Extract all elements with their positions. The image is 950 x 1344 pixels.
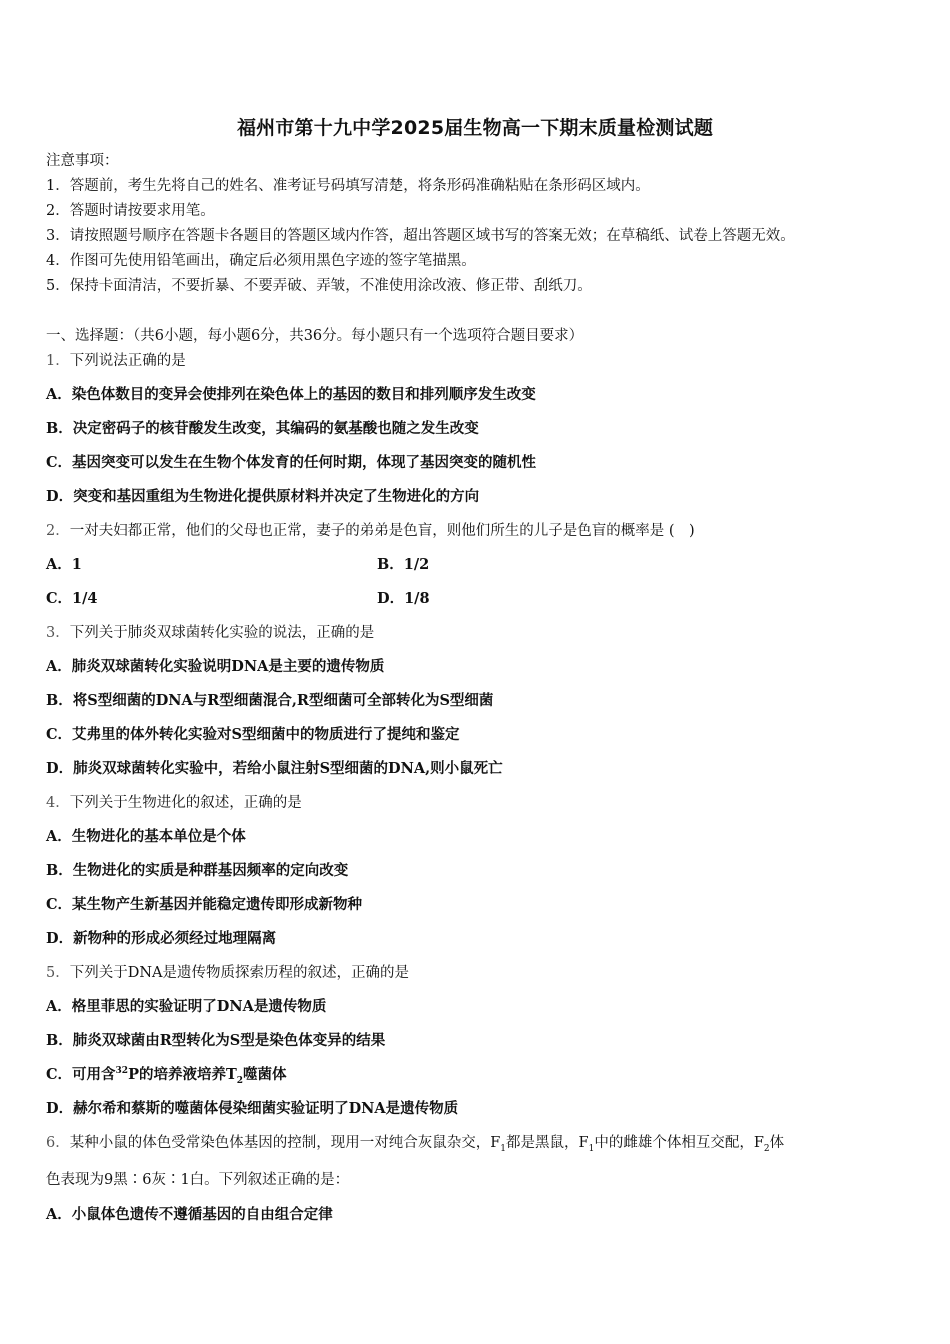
option-text: P的培养液培养T <box>128 1066 237 1083</box>
notice-item: 5．保持卡面清洁，不要折暴、不要弄破、弄皱，不准使用涂改液、修正带、刮纸刀。 <box>46 278 592 294</box>
option: A．生物进化的基本单位是个体 <box>46 828 246 845</box>
question-text: 下列关于DNA是遗传物质探索历程的叙述，正确的是 <box>69 965 410 981</box>
question-number: 6． <box>46 1135 70 1151</box>
option-text: C．可用含 <box>46 1066 116 1083</box>
option: A．格里菲思的实验证明了DNA是遗传物质 <box>46 998 327 1015</box>
subscript: 1 <box>500 1143 507 1154</box>
option: C．1/4 <box>46 590 98 607</box>
option: A．染色体数目的变异会使排列在染色体上的基因的数目和排列顺序发生改变 <box>46 386 536 403</box>
subscript: 2 <box>763 1143 770 1154</box>
option: B．将S型细菌的DNA与R型细菌混合,R型细菌可全部转化为S型细菌 <box>46 692 494 709</box>
question-text: 下列关于肺炎双球菌转化实验的说法，正确的是 <box>69 625 375 641</box>
option: D．新物种的形成必须经过地理隔离 <box>46 930 277 947</box>
question-stem <box>46 521 695 541</box>
question-text: 中的雌雄个体相互交配，F <box>594 1135 764 1151</box>
question-text: 下列说法正确的是 <box>69 353 186 369</box>
question-text: 某种小鼠的体色受常染色体基因的控制，现用一对纯合灰鼠杂交，F <box>69 1135 501 1151</box>
option: C．某生物产生新基因并能稳定遗传即形成新物种 <box>46 896 363 913</box>
option: D．赫尔希和蔡斯的噬菌体侵染细菌实验证明了DNA是遗传物质 <box>46 1100 459 1117</box>
question-number: 1． <box>46 353 70 369</box>
question-text: 一对夫妇都正常，他们的父母也正常，妻子的弟弟是色盲，则他们所生的儿子是色盲的概率是 ( ) <box>69 523 695 539</box>
notice-item: 4．作图可先使用铅笔画出，确定后必须用黑色字迹的签字笔描黑。 <box>46 253 476 269</box>
subscript: 2 <box>236 1075 244 1086</box>
option: B．1/2 <box>377 556 430 573</box>
option: D．肺炎双球菌转化实验中，若给小鼠注射S型细菌的DNA,则小鼠死亡 <box>46 760 503 777</box>
superscript: 32 <box>115 1066 129 1077</box>
question-stem <box>46 963 409 983</box>
option: D．突变和基因重组为生物进化提供原材料并决定了生物进化的方向 <box>46 488 480 505</box>
question-number: 4． <box>46 795 70 811</box>
question-number: 3． <box>46 625 70 641</box>
question-stem-continued: 色表现为9黑∶6灰∶1白。下列叙述正确的是： <box>46 1172 350 1188</box>
question-stem <box>46 623 374 643</box>
option: B．肺炎双球菌由R型转化为S型是染色体变异的结果 <box>46 1032 386 1049</box>
option: C．艾弗里的体外转化实验对S型细菌中的物质进行了提纯和鉴定 <box>46 726 460 743</box>
option: D．1/8 <box>377 590 430 607</box>
option: A．肺炎双球菌转化实验说明DNA是主要的遗传物质 <box>46 658 385 675</box>
notice-heading: 注意事项： <box>46 153 119 169</box>
question-text: 体 <box>769 1135 785 1151</box>
notice-item: 2．答题时请按要求用笔。 <box>46 203 215 219</box>
question-stem <box>46 793 302 813</box>
option <box>46 1065 287 1085</box>
option: C．基因突变可以发生在生物个体发育的任何时期，体现了基因突变的随机性 <box>46 454 537 471</box>
question-text: 都是黑鼠，F <box>506 1135 589 1151</box>
option: A．小鼠体色遗传不遵循基因的自由组合定律 <box>46 1206 333 1223</box>
subscript: 1 <box>588 1143 595 1154</box>
option: B．生物进化的实质是种群基因频率的定向改变 <box>46 862 349 879</box>
option-text: 噬菌体 <box>243 1066 287 1083</box>
notice-item: 1．答题前，考生先将自己的姓名、准考证号码填写清楚，将条形码准确粘贴在条形码区域内。 <box>46 178 650 194</box>
page-title: 福州市第十九中学2025届生物高一下期末质量检测试题 <box>236 117 714 139</box>
option: A．1 <box>46 556 82 573</box>
notice-item: 3．请按照题号顺序在答题卡各题目的答题区域内作答，超出答题区域书写的答案无效；在草稿纸、试卷上答题无效。 <box>46 228 795 244</box>
question-number: 5． <box>46 965 70 981</box>
question-number: 2． <box>46 523 70 539</box>
question-stem <box>46 351 186 371</box>
question-stem <box>46 1133 784 1153</box>
question-text: 下列关于生物进化的叙述，正确的是 <box>69 795 302 811</box>
option: B．决定密码子的核苷酸发生改变，其编码的氨基酸也随之发生改变 <box>46 420 479 437</box>
section-heading: 一、选择题：（共6小题，每小题6分，共36分。每小题只有一个选项符合题目要求） <box>46 328 584 344</box>
